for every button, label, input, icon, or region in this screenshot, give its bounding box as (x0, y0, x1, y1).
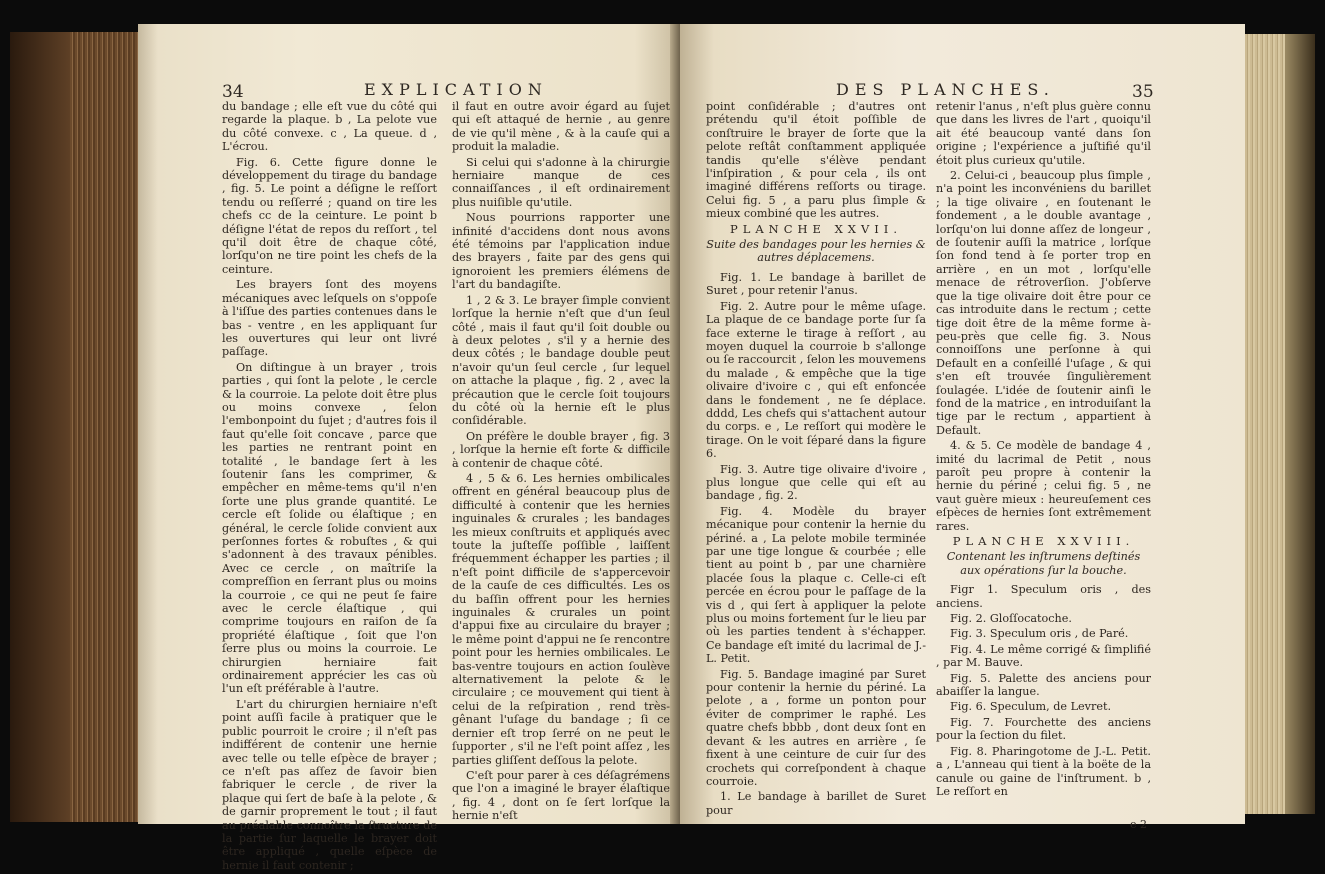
paragraph: Si celui qui s'adonne à la chirurgie herniaire manque de ces connaiſſances , il eſt ordinairement plus nuiſible qu'utile. (452, 155, 670, 209)
left-page (138, 24, 678, 872)
plate-subtitle: Contenant les inſtrumens deſtinés aux opérations ſur la bouche. (946, 550, 1141, 577)
figure-entry: Fig. 2. Autre pour le même uſage. La plaque de ce bandage porte ſur ſa face externe le tirage à reſſort , au moyen duquel la courroie b s'allonge ou ſe raccourcit , ſelon les mouvemens du malade , & empêche que la tige olivaire d'ivoire c , qui eſt enfoncée dans le fondement , ne ſe déplace. dddd, Les chefs qui s'attachent autour du corps. e , Le reſſort qui modère le tirage. On le voit ſéparé dans la figure 6. (706, 299, 926, 461)
page-number: 35 (1132, 82, 1154, 102)
paragraph: point conſidérable ; d'autres ont prétendu qu'il étoit poſſible de conſtruire le brayer de ſorte que la pelote reſtât conſtamment appliquée tandis qu'elle s'élève pendant l'inſpiration , & pour cela , ils ont imaginé différens reſſorts ou tirage. Celui fig. 5 , a paru plus ſimple & mieux combiné que les autres. (706, 100, 926, 221)
figure-entry: Fig. 4. Le même corrigé & ſimplifié , par M. Bauve. (936, 642, 1151, 670)
paragraph: C'eſt pour parer à ces déſagrémens que l'on a imaginé le brayer élaſtique , fig. 4 , dont on ſe ſert lorſque la hernie n'eſt (452, 768, 670, 823)
right-page (680, 24, 1245, 831)
paragraph: On diſtingue à un brayer , trois parties , qui ſont la pelote , le cercle & la courroie. La pelote doit être plus ou moins convexe , ſelon l'embonpoint du ſujet ; d'autres fois il faut qu'elle ſoit concave , parce que les parties ne rentrant point en totalité , le bandage ſert à les ſoutenir ſans les comprimer, & empêcher en même-tems qu'il n'en ſorte une plus grande quantité. Le cercle eſt ſolide ou élaſtique ; en général, le cercle ſolide convient aux perſonnes fortes & robuſtes , & qui s'adonnent à des travaux pénibles. Avec ce cercle , on maîtriſe la compreſſion en ſerrant plus ou moins la courroie , ce qui ne peut ſe faire avec le cercle élaſtique , qui comprime toujours en raiſon de ſa propriété élaſtique , ſoit que l'on ſerre plus ou moins la courroie. Le chirurgien herniaire fait ordinairement apprécier les cas où l'un eſt préférable à l'autre. (222, 360, 437, 696)
plate-heading: PLANCHE XXVIII. (952, 534, 1135, 548)
figure-entry: Fig. 2. Gloſſocatoche. (950, 612, 1072, 626)
paragraph: Fig. 6. Cette figure donne le développement du tirage du bandage , fig. 5. Le point a déſigne le reſſort tendu ou reſſerré ; quand on tire les chefs cc de la ceinture. Le point b déſigne l'état de repos du reſſort , tel qu'il doit être de chaque côté, lorſqu'on ne tire point les chefs de la ceinture. (222, 155, 437, 276)
paragraph: du bandage ; elle eſt vue du côté qui regarde la plaque. b , La pelote vue du côté convexe. c , La queue. d , L'écrou. (222, 100, 437, 154)
paragraph: On préfère le double brayer , fig. 3 , lorſque la hernie eſt forte & difficile à contenir de chaque côté. (452, 429, 670, 470)
paragraph: 1. Le bandage à barillet de Suret pour (706, 790, 926, 817)
left-column-1 (222, 100, 437, 874)
paragraph: Les brayers ſont des moyens mécaniques avec leſquels on s'oppoſe à l'iſſue des parties contenues dans le bas - ventre , en les appliquant ſur les ouvertures qui leur ont livré paſſage. (222, 278, 437, 359)
paragraph: retenir l'anus , n'eſt plus guère connu que dans les livres de l'art , quoiqu'il ait été beaucoup vanté dans ſon origine ; l'expérience a juſtifié qu'il étoit plus curieux qu'utile. (936, 100, 1151, 167)
figure-entry: Fig. 3. Autre tige olivaire d'ivoire , plus longue que celle qui eſt au bandage , fig. 2. (706, 462, 926, 503)
signature-mark: e 2 (1130, 818, 1148, 831)
figure-entry: Fig. 4. Modèle du brayer mécanique pour contenir la hernie du périné. a , La pelote mobile terminée par une tige longue & courbée ; elle tient au point b , par une charnière placée ſous la plaque c. Celle-ci eſt percée en écrou pour le paſſage de la vis d , qui ſert à appliquer la pelote plus ou moins fortement ſur le lieu par où les parties tendent à s'échapper. Ce bandage eſt imité du lacrimal de J.-L. Petit. (706, 504, 926, 666)
right-column-1 (706, 100, 926, 819)
figure-entry: Figr 1. Speculum oris , des anciens. (936, 583, 1151, 610)
plate-heading: PLANCHE XXVII. (729, 221, 903, 236)
paragraph: L'art du chirurgien herniaire n'eſt point auſſi facile à pratiquer que le public pourroit le croire ; il n'eſt pas indifférent de contenir une hernie avec telle ou telle eſpèce de brayer ; ce n'eſt pas aſſez de ſavoir bien fabriquer le cercle , de river la plaque qui ſert de baſe à la pelote , & de garnir proprement le tout ; il faut au préalable connoître la ſtructure de la partie ſur laquelle le brayer doit être appliqué , quelle eſpèce de hernie il faut contenir ; (222, 697, 437, 872)
page-shadow (138, 24, 158, 824)
paragraph: Nous pourrions rapporter une infinité d'accidens dont nous avons été témoins par l'application indue des brayers , faite par des gens qui ignoroient les premiers élémens de l'art du bandagiſte. (452, 211, 670, 292)
figure-entry: Fig. 7. Fourchette des anciens pour la ſection du filet. (936, 715, 1151, 743)
figure-entry: Fig. 5. Palette des anciens pour abaiſſer la langue. (936, 671, 1151, 699)
figure-entry: Fig. 1. Le bandage à barillet de Suret , pour retenir l'anus. (706, 270, 926, 298)
paragraph: il faut en outre avoir égard au ſujet qui eſt attaqué de hernie , au genre de vie qu'il mène , & à la cauſe qui a produit la maladie. (452, 100, 670, 154)
plate-subtitle: Suite des bandages pour les hernies & autres déplacemens. (706, 238, 926, 265)
right-column-2 (936, 100, 1151, 800)
paragraph: 1 , 2 & 3. Le brayer ſimple convient lorſque la hernie n'eſt que d'un ſeul côté , mais il faut qu'il ſoit double ou à deux pelotes , s'il y a hernie des deux côtés ; le bandage double peut n'avoir qu'un ſeul cercle , ſur lequel on attache la plaque , fig. 2 , avec la précaution que le cercle ſoit toujours du côté où la hernie eſt le plus conſidérable. (452, 293, 670, 428)
figure-entry: Fig. 5. Bandage imaginé par Suret pour contenir la hernie du périné. La pelote , a , forme un ponton pour éviter de comprimer le raphé. Les quatre chefs bbbb , dont deux ſont en devant & les autres en arrière , ſe fixent à une ceinture de cuir ſur des crochets qui correſpondent à chaque courroie. (706, 667, 926, 788)
page-number: 34 (222, 82, 244, 102)
left-column-2 (452, 100, 670, 825)
running-head: EXPLICATION (364, 80, 548, 99)
figure-entry: Fig. 6. Speculum, de Levret. (950, 700, 1111, 714)
figure-entry: Fig. 3. Speculum oris , de Paré. (950, 627, 1129, 641)
paragraph: 2. Celui-ci , beaucoup plus ſimple , n'a point les inconvéniens du barillet ; la tige olivaire , en ſoutenant le fondement , a le double avantage , lorſqu'on lui donne aſſez de longeur , de ſoutenir auſſi la matrice , lorſque ſon fond tend à ſe porter trop en arrière , en un mot , lorſqu'elle menace de rétroverſion. J'obſerve que la tige olivaire doit être pour ce cas introduite dans le rectum ; cette tige doit être de la même forme à-peu-près que celle fig. 3. Nous connoiſſons une perſonne à qui Default en a conſeillé l'uſage , & qui s'en eſt trouvée ſingulièrement ſoulagée. L'idée de ſoutenir ainſi le fond de la matrice , en introduiſant la tige par le rectum , appartient à Default. (936, 169, 1151, 437)
running-head: DES PLANCHES. (836, 80, 1055, 99)
paragraph: 4 , 5 & 6. Les hernies ombilicales offrent en général beaucoup plus de difficulté à contenir que les hernies inguinales & crurales ; les bandages les mieux conſtruits et appliqués avec toute la juſteſſe poſſible , laiſſent fréquemment échapper les parties ; il n'eſt point difficile de s'appercevoir de la cauſe de ces difficultés. Les os du baſſin offrent pour les hernies inguinales & crurales un point d'appui fixe au circulaire du brayer ; le même point d'appui ne ſe rencontre point pour les hernies ombilicales. Le bas-ventre toujours en action ſoulève alternativement la pelote & le circulaire ; ce mouvement qui tient à celui de la reſpiration , rend très-gênant l'uſage du bandage ; ſi ce dernier eſt trop ſerré on ne peut le ſupporter , s'il ne l'eſt point aſſez , les parties gliſſent deſſous la pelote. (452, 471, 670, 767)
paragraph: 4. & 5. Ce modèle de bandage 4 , imité du lacrimal de Petit , nous paroît peu propre à contenir la hernie du périné ; celui fig. 5 , ne vaut guère mieux : heureuſement ces eſpèces de hernies ſont extrêmement rares. (936, 439, 1151, 533)
figure-entry: Fig. 8. Pharingotome de J.-L. Petit. a , L'anneau qui tient à la boëte de la canule ou gaine de l'inſtrument. b , Le reſſort en (936, 744, 1151, 798)
left-page-edges (10, 32, 150, 822)
open-book (10, 14, 1315, 872)
